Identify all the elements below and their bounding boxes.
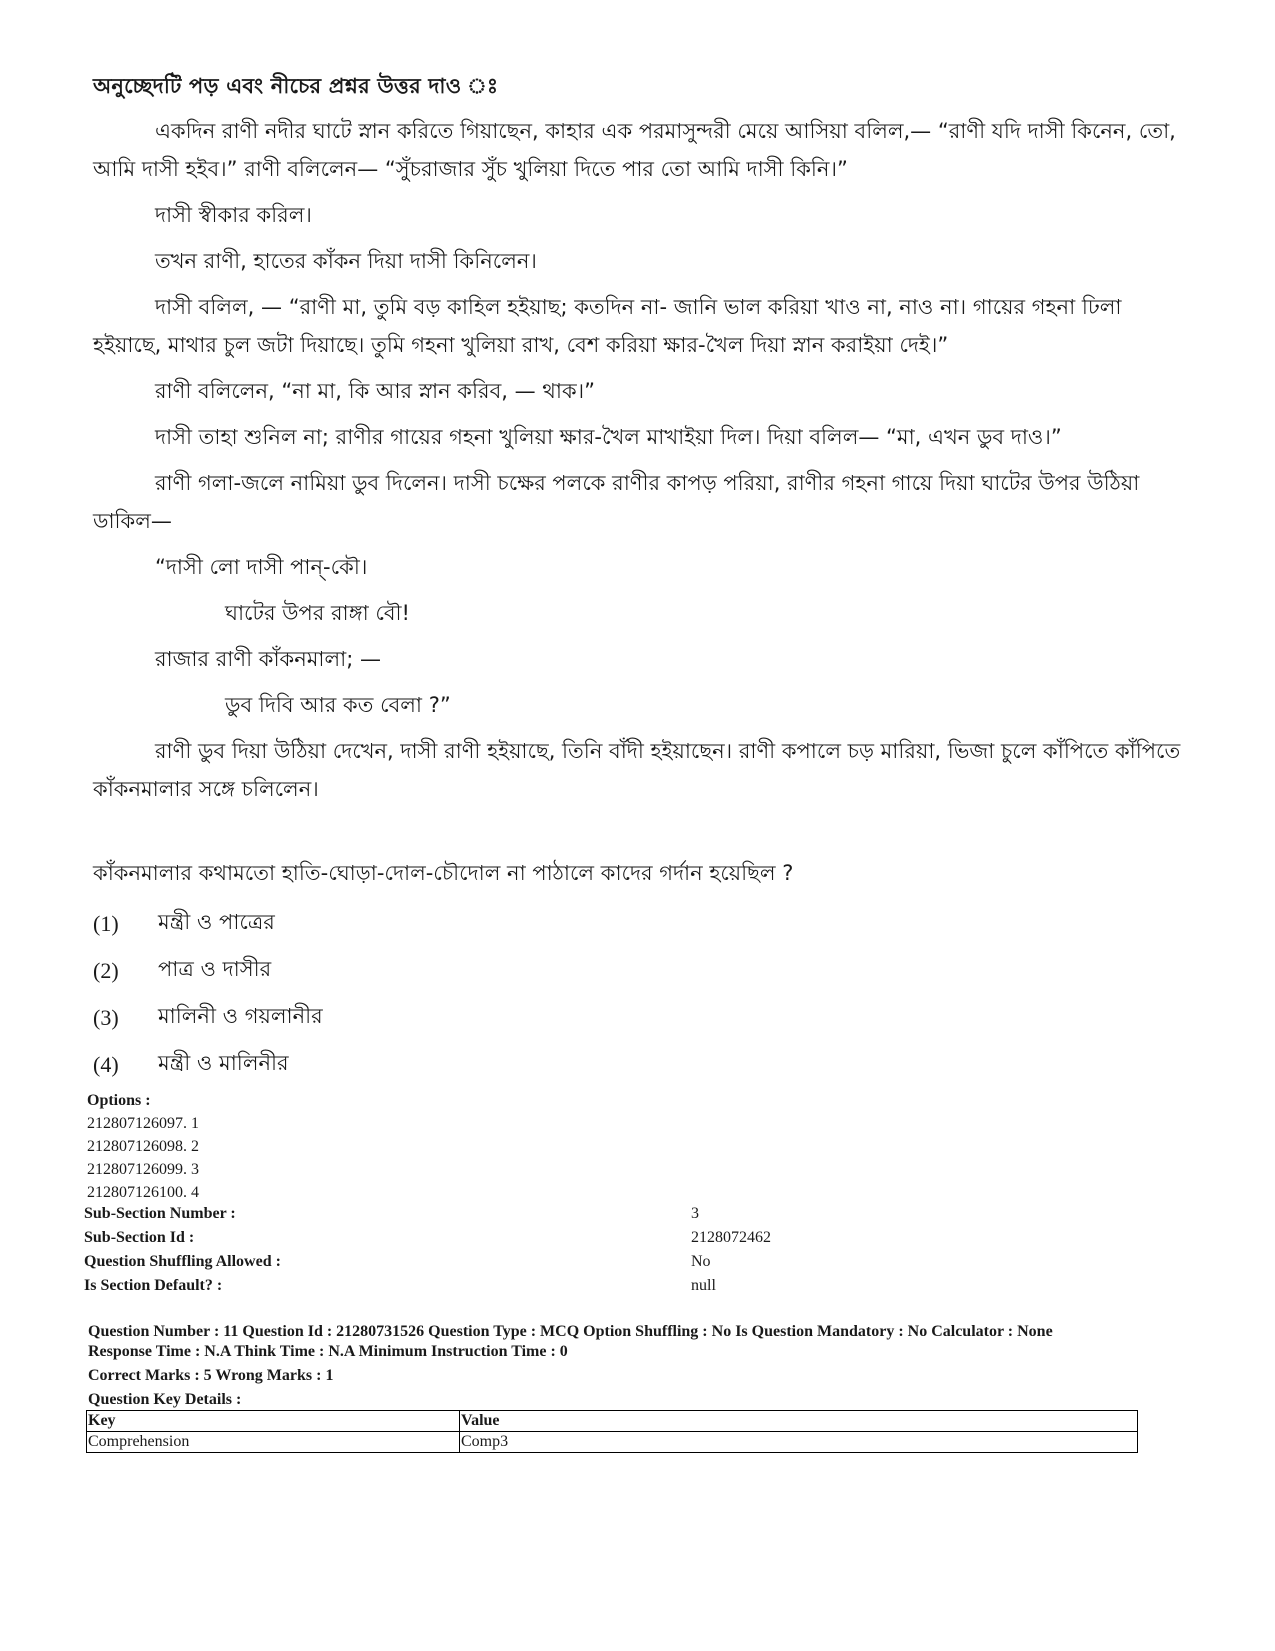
passage-paragraph: দাসী স্বীকার করিল। — [155, 203, 312, 227]
passage-paragraph: তখন রাণী, হাতের কাঁকন দিয়া দাসী কিনিলেন। — [155, 249, 537, 273]
question-info-line: Response Time : N.A Think Time : N.A Minimum Instruction Time : 0 — [88, 1343, 568, 1360]
option-id: 212807126098. 2 — [87, 1138, 199, 1155]
passage-paragraph: রাণী বলিলেন, “না মা, কি আর স্নান করিব, — থাক।” — [155, 379, 596, 403]
marks-line: Correct Marks : 5 Wrong Marks : 1 — [88, 1367, 334, 1384]
subsection-value: No — [691, 1253, 711, 1270]
option-id: 212807126100. 4 — [87, 1184, 199, 1201]
verse-line: ডুব দিবি আর কত বেলা ?” — [225, 693, 451, 717]
key-details-label: Question Key Details : — [88, 1391, 242, 1408]
question-info-line: Question Number : 11 Question Id : 21280731526 Question Type : MCQ Option Shuffling : No Is Question Mandatory : No Calculator : None — [88, 1323, 1053, 1340]
subsection-details — [84, 1205, 884, 1301]
table-header-cell: Key — [87, 1411, 460, 1432]
choice-4 — [93, 1041, 323, 1088]
table-cell: Comprehension — [87, 1432, 460, 1453]
comprehension-passage — [93, 112, 1193, 816]
passage-paragraph: দাসী তাহা শুনিল না; রাণীর গায়ের গহনা খুলিয়া ক্ষার-খৈল মাখাইয়া দিল। দিয়া বলিল— “মা, এখন ডুব দাও।” — [155, 425, 1062, 449]
option-id: 212807126097. 1 — [87, 1115, 199, 1132]
choice-number: (1) — [93, 910, 119, 936]
verse-line: রাজার রাণী কাঁকনমালা; — — [155, 647, 382, 671]
subsection-value: 3 — [691, 1205, 699, 1222]
option-id: 212807126099. 3 — [87, 1161, 199, 1178]
passage-paragraph: রাণী গলা-জলে নামিয়া ডুব দিলেন। দাসী চক্ষের পলকে রাণীর কাপড় পরিয়া, রাণীর গহনা গায়ে দিয়া ঘাটের উপর উঠিয়া ডাকিল— — [93, 471, 1140, 533]
passage-paragraph: একদিন রাণী নদীর ঘাটে স্নান করিতে গিয়াছেন, কাহার এক পরমাসুন্দরী মেয়ে আসিয়া বলিল,— “রাণী যদি দাসী কিনেন, তো, আমি দাসী হইব।” রাণী বলিলেন— “সুঁচরাজার সুঁচ খুলিয়া দিতে পার তো আমি দাসী কিনি।” — [93, 119, 1176, 181]
table-row — [87, 1432, 1138, 1453]
verse-line: “দাসী লো দাসী পান্‌-কৌ। — [155, 555, 368, 579]
subsection-row — [84, 1277, 884, 1301]
choice-1 — [93, 900, 323, 947]
choice-3 — [93, 994, 323, 1041]
verse-line: ঘাটের উপর রাঙ্গা বৌ! — [225, 601, 410, 625]
choice-text: মন্ত্রী ও মালিনীর — [158, 1051, 289, 1075]
table-cell: Comp3 — [460, 1432, 1138, 1453]
choice-number: (4) — [93, 1051, 119, 1077]
table-header-cell: Value — [460, 1411, 1138, 1432]
subsection-row — [84, 1205, 884, 1229]
options-list — [87, 1089, 199, 1204]
passage-closing: রাণী ডুব দিয়া উঠিয়া দেখেন, দাসী রাণী হইয়াছে, তিনি বাঁদী হইয়াছেন। রাণী কপালে চড় মারিয়া, ভিজা চুলে কাঁপিতে কাঁপিতে কাঁকনমালার সঙ্গে চলিলেন। — [93, 739, 1181, 801]
choice-text: মালিনী ও গয়লানীর — [158, 1004, 323, 1028]
choice-text: মন্ত্রী ও পাত্রের — [158, 910, 275, 934]
subsection-label: Question Shuffling Allowed : — [84, 1253, 281, 1270]
key-details-table — [86, 1410, 1138, 1453]
question-info — [88, 1322, 1198, 1362]
options-label: Options : — [87, 1092, 151, 1109]
table-header-row — [87, 1411, 1138, 1432]
subsection-value: null — [691, 1277, 716, 1294]
choice-number: (3) — [93, 1004, 119, 1030]
subsection-label: Sub-Section Id : — [84, 1229, 195, 1246]
answer-choices — [93, 900, 323, 1088]
choice-2 — [93, 947, 323, 994]
subsection-value: 2128072462 — [691, 1229, 771, 1246]
subsection-label: Sub-Section Number : — [84, 1205, 236, 1222]
choice-text: পাত্র ও দাসীর — [158, 957, 272, 981]
subsection-label: Is Section Default? : — [84, 1277, 223, 1294]
question-text: কাঁকনমালার কথামতো হাতি-ঘোড়া-দোল-চৌদোল না পাঠালে কাদের গর্দান হয়েছিল ? — [93, 861, 794, 885]
passage-heading: অনুচ্ছেদটি পড় এবং নীচের প্রশ্নর উত্তর দাও ঃ — [93, 74, 499, 98]
subsection-row — [84, 1229, 884, 1253]
choice-number: (2) — [93, 957, 119, 983]
passage-paragraph: দাসী বলিল, — “রাণী মা, তুমি বড় কাহিল হইয়াছ; কতদিন না- জানি ভাল করিয়া খাও না, নাও না। গায়ের গহনা ঢিলা হইয়াছে, মাথার চুল জটা দিয়াছে। তুমি গহনা খুলিয়া রাখ, বেশ করিয়া ক্ষার-খৈল দিয়া স্নান করাইয়া দেই।” — [93, 295, 1122, 357]
subsection-row — [84, 1253, 884, 1277]
